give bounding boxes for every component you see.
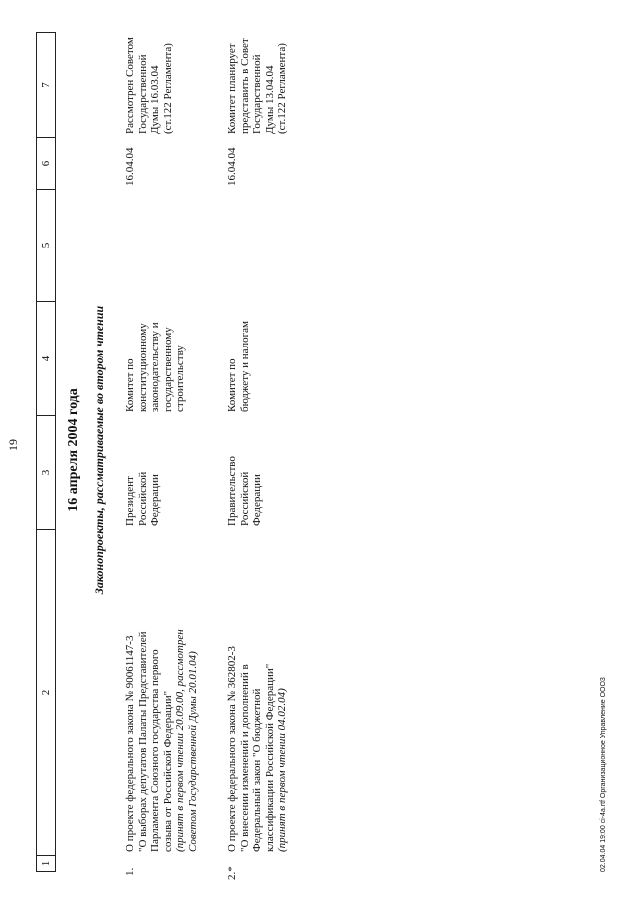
- row-number: 1.: [124, 867, 136, 876]
- section-heading: Законопроекты, рассматриваемые во втором чтении: [92, 305, 106, 595]
- document-footer: 02.04.04 19:00 ci-4a.rtf Организационное Управление ООО3: [600, 677, 607, 872]
- committee-line: конституционному: [136, 323, 149, 412]
- desc-line: Парламента Союзного государства первого: [149, 649, 161, 852]
- committee-line: строительству: [174, 345, 186, 412]
- note-line: Думы 13.04.04: [263, 65, 276, 134]
- col-number-3: 3: [37, 415, 55, 529]
- desc-line: созыва от Российской Федерации": [161, 690, 174, 852]
- bill-author: [226, 418, 264, 526]
- note-line: Думы 16.03.04: [149, 65, 161, 134]
- author-line: Правительство: [226, 456, 238, 526]
- desc-line: "О выборах депутатов Палаты Представителей: [136, 631, 149, 852]
- responsible-committee: [124, 302, 187, 412]
- bill-description: [124, 534, 199, 852]
- bill-author: [124, 418, 162, 526]
- review-date: 16.04.04: [124, 147, 136, 186]
- desc-note: Советом Государственной Думы 20.01.04): [186, 651, 199, 852]
- note-line: Рассмотрен Советом: [124, 37, 136, 134]
- col-number-4: 4: [37, 301, 55, 415]
- row-note: [124, 30, 174, 134]
- desc-line: классификации Российской Федерации": [263, 663, 276, 852]
- col-number-7: 7: [40, 82, 52, 88]
- desc-line: "О внесении изменений и дополнений в: [238, 664, 251, 852]
- author-line: Федерации: [251, 474, 263, 526]
- row-note: [226, 30, 289, 134]
- committee-line: бюджету и налогам: [238, 321, 251, 412]
- page-number: 19: [6, 439, 20, 451]
- desc-note: (принят в первом чтении 20.09.00, рассмотрен: [174, 629, 186, 852]
- author-line: Российской: [136, 471, 149, 526]
- note-line: Государственной: [136, 54, 149, 134]
- note-line: (ст.122 Регламента): [276, 43, 288, 134]
- column-number-header: [36, 32, 56, 872]
- col-number-1: 1: [37, 855, 55, 871]
- col-number-6: 6: [37, 137, 55, 189]
- committee-line: Комитет по: [124, 358, 136, 412]
- review-date: 16.04.04: [226, 147, 238, 186]
- responsible-committee: [226, 302, 251, 412]
- committee-line: государственному: [161, 327, 174, 412]
- note-line: Комитет планирует: [226, 43, 238, 134]
- col-number-5: 5: [37, 189, 55, 301]
- desc-line: Федеральный закон "О бюджетной: [251, 688, 263, 852]
- desc-line: О проекте федерального закона № 90061147-3: [124, 635, 136, 852]
- col-number-2: 2: [37, 529, 55, 855]
- author-line: Федерации: [149, 474, 161, 526]
- committee-line: Комитет по: [226, 358, 238, 412]
- author-line: Российской: [238, 471, 251, 526]
- row-number: 2.*: [226, 866, 238, 880]
- note-line: (ст.122 Регламента): [161, 43, 174, 134]
- author-line: Президент: [124, 476, 136, 526]
- note-line: Государственной: [251, 54, 263, 134]
- bill-description: [226, 534, 289, 852]
- desc-line: О проекте федерального закона № 362802-3: [226, 646, 238, 852]
- committee-line: законодательству и: [149, 322, 161, 412]
- date-heading: 16 апреля 2004 года: [66, 388, 81, 512]
- note-line: представить в Совет: [238, 38, 251, 134]
- desc-note: (принят в первом чтении 04.02.04): [276, 688, 288, 852]
